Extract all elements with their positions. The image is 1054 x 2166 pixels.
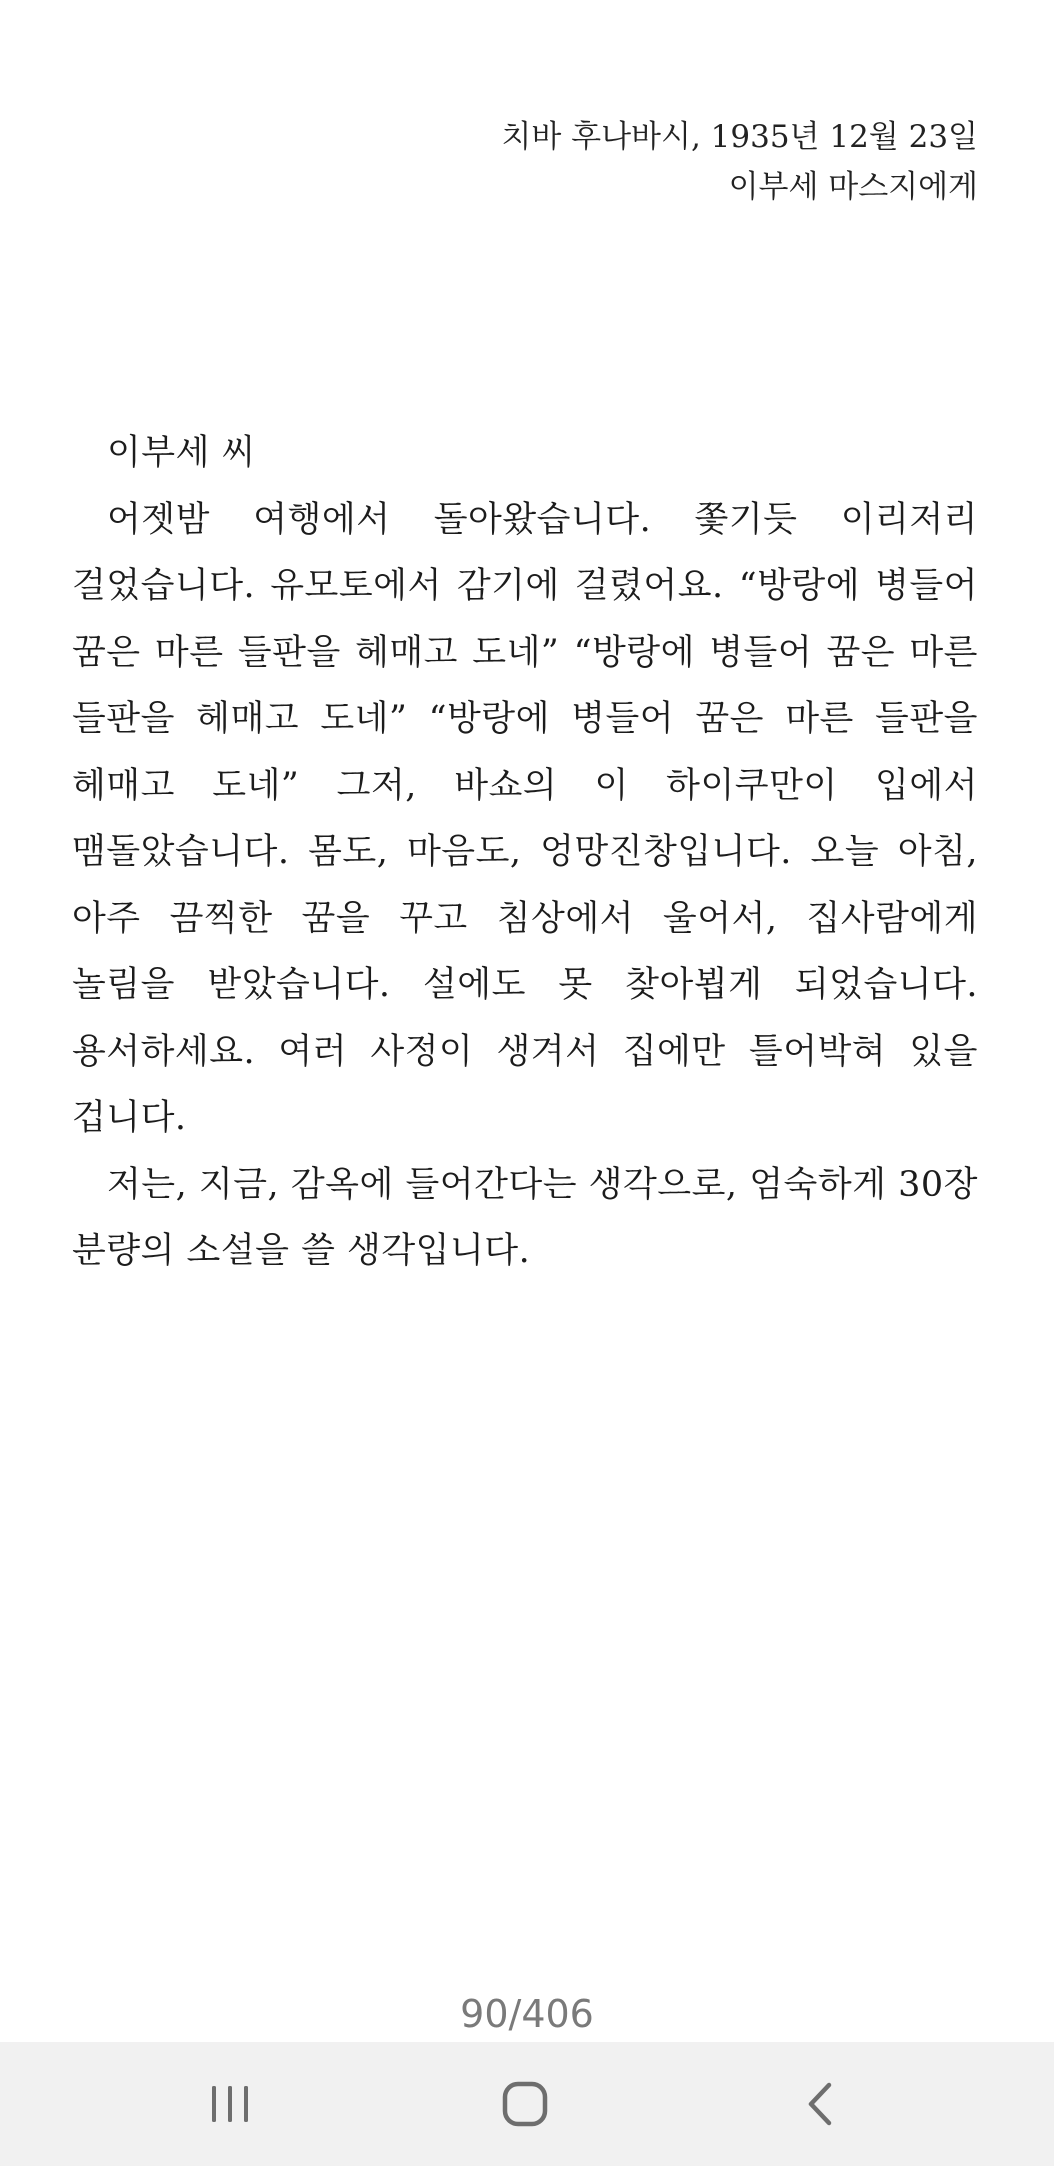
system-navigation-bar <box>0 2042 1054 2166</box>
page-indicator: 90/406 <box>460 1992 594 2036</box>
letter-salutation: 이부세 씨 <box>107 433 256 473</box>
home-icon <box>502 2081 548 2127</box>
letter-recipient: 이부세 마스지에게 <box>728 169 978 205</box>
recents-icon <box>208 2084 252 2124</box>
letter-place-date: 치바 후나바시, 1935년 12월 23일 <box>501 119 978 155</box>
home-button[interactable] <box>465 2064 585 2144</box>
back-icon <box>805 2081 835 2127</box>
letter-header <box>501 112 978 212</box>
recents-button[interactable] <box>170 2064 290 2144</box>
letter-paragraph: 저는, 지금, 감옥에 들어간다는 생각으로, 엄숙하게 30장 분량의 소설을 쓸 생각입니다. <box>72 1164 978 1271</box>
letter-paragraph: 어젯밤 여행에서 돌아왔습니다. 쫓기듯 이리저리 걸었습니다. 유모토에서 감기에 걸렸어요. “방랑에 병들어 꿈은 마른 들판을 헤매고 도네” “방랑에 병들어 꿈은 마른 들판을 헤매고 도네” “방랑에 병들어 꿈은 마른 들판을 헤매고 도네” 그저, 바쇼의 이 하이쿠만이 입에서 맴돌았습니다. 몸도, 마음도, 엉망진창입니다. 오늘 아침, 아주 끔찍한 꿈을 꾸고 침상에서 울어서, 집사람에게 놀림을 받았습니다. 설에도 못 찾아뵙게 되었습니다. 용서하세요. 여러 사정이 생겨서 집에만 틀어박혀 있을 겁니다. <box>72 499 978 1138</box>
back-button[interactable] <box>760 2064 880 2144</box>
letter-body <box>72 420 978 1285</box>
